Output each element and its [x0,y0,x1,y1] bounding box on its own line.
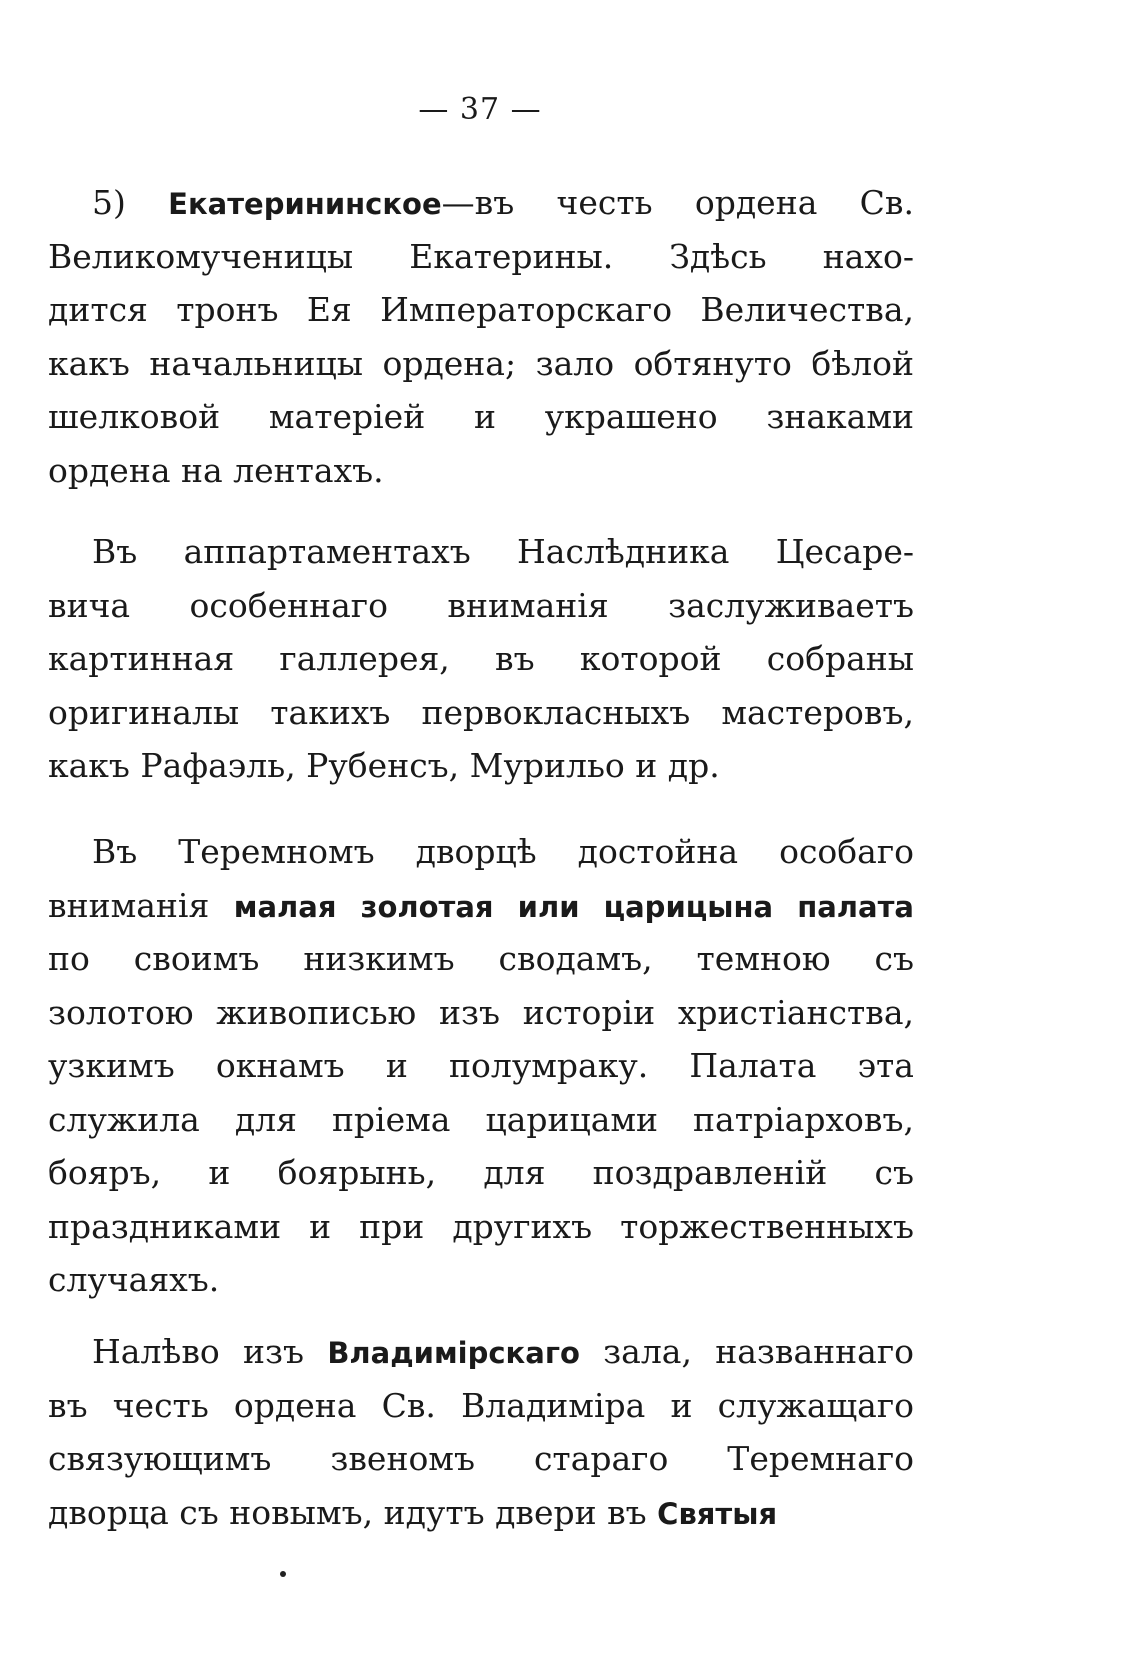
emphasized-text: малая золотая или царицына палата [233,889,914,924]
text-line [48,1146,914,1200]
text-run: случаяхъ. [48,1260,220,1299]
text-run: бояръ, и боярынь, для поздравленій съ [48,1153,914,1192]
text-line [48,1039,914,1093]
text-run: какъ Рафаэль, Рубенсъ, Мурильо и др. [48,746,720,785]
text-line [48,525,914,579]
text-run: шелковой матеріей и украшено знаками [48,397,914,436]
text-run: узкимъ окнамъ и полумраку. Палата эта [48,1046,914,1085]
text-run: картинная галлерея, въ которой собраны [48,639,914,678]
emphasized-text: Владимірскаго [327,1336,580,1370]
text-line [48,283,914,337]
text-run: вниманія [48,885,234,925]
text-line [48,176,914,230]
text-run: праздниками и при другихъ торжественныхъ [48,1206,914,1246]
text-run: золотою живописью изъ исторіи христіанства, [48,992,914,1032]
paragraph-picture-gallery [48,525,914,793]
text-line [48,879,914,933]
text-line [48,1325,914,1379]
text-line [48,337,914,391]
paragraph-ekaterininskoe [48,176,914,497]
text-line [48,739,914,793]
page-number: — 37 — [418,92,542,127]
text-run: Налѣво изъ [92,1332,328,1371]
text-line [48,1432,914,1486]
text-line [48,390,914,444]
text-run: Въ аппартаментахъ Наслѣдника Цесаре- [92,532,914,571]
paragraph-terem-palace [48,825,914,1307]
text-run: ордена на лентахъ. [48,450,384,490]
text-line [48,932,914,986]
text-run: служила для пріема царицами патріарховъ, [48,1099,914,1139]
text-line [48,1379,914,1433]
text-line [48,1093,914,1147]
text-line [48,1200,914,1254]
emphasized-text: Святыя [657,1496,778,1531]
text-line [48,686,914,740]
text-run: Великомученицы Екатерины. Здѣсь нахо- [48,236,914,276]
text-run: связующимъ звеномъ стараго Теремнаго [48,1439,914,1478]
text-line [48,579,914,633]
text-run: въ честь ордена Св. Владиміра и служащаго [48,1385,914,1425]
print-speck [280,1571,286,1577]
text-run: дится тронъ Ея Императорскаго Величества, [48,290,914,329]
text-run: какъ начальницы ордена; зало обтянуто бѣлой [48,343,914,383]
text-line [48,632,914,686]
text-run: по своимъ низкимъ сводамъ, темною съ [48,939,914,978]
text-line [48,444,914,498]
text-line [48,230,914,284]
text-line [48,986,914,1040]
emphasized-text: Екатерининское [168,187,442,221]
text-run: зала, названнаго [579,1332,914,1371]
text-run: Въ Теремномъ дворцѣ достойна особаго [92,832,914,871]
text-run: 5) [92,183,169,222]
text-line [48,1253,914,1307]
text-line [48,825,914,879]
text-run: —въ честь ордена Св. [441,183,914,222]
text-run: оригиналы такихъ первокласныхъ мастеровъ, [48,692,914,732]
paragraph-vladimir-hall [48,1325,914,1539]
text-line [48,1486,914,1540]
text-run: вича особеннаго вниманія заслуживаетъ [48,585,914,625]
text-run: дворца съ новымъ, идутъ двери въ [48,1492,658,1532]
